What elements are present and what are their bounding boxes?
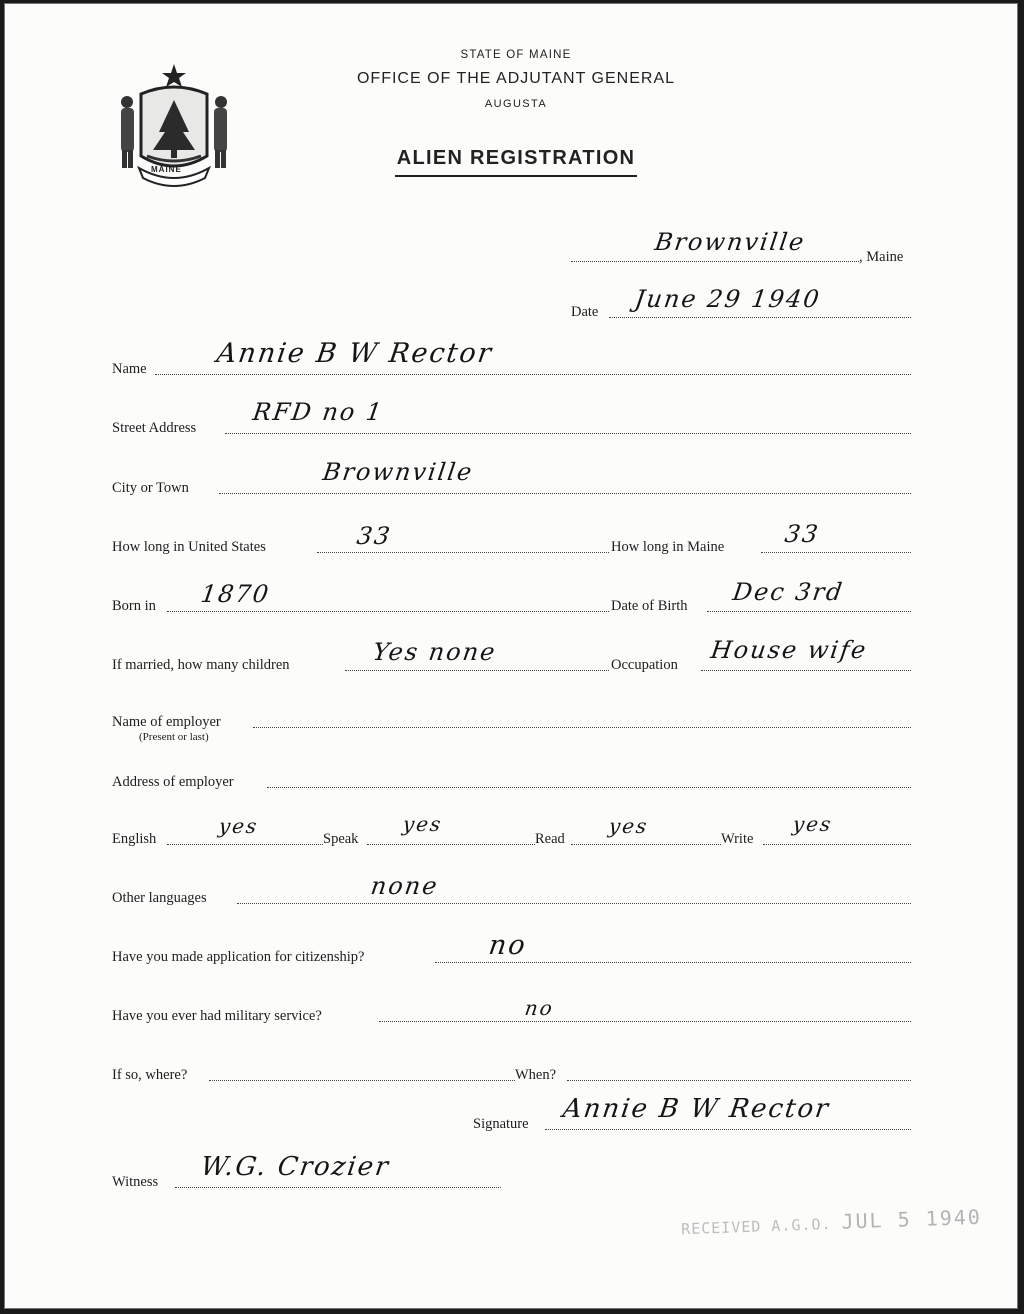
witness-value: W.G. Crozier — [198, 1152, 392, 1182]
street-address-label: Street Address — [112, 420, 197, 436]
other-languages-line — [237, 903, 911, 904]
how-long-us-label: How long in United States — [112, 539, 266, 555]
name-line — [155, 374, 911, 375]
date-of-birth-label: Date of Birth — [611, 598, 688, 614]
english-label: English — [112, 831, 157, 847]
born-in-value: 1870 — [199, 580, 273, 608]
citizenship-value: no — [486, 930, 529, 961]
employer-name-line — [253, 727, 911, 728]
read-value: yes — [607, 814, 651, 838]
married-children-label: If married, how many children — [112, 657, 290, 673]
date-line — [609, 317, 911, 318]
where-line — [209, 1080, 515, 1081]
english-value: yes — [217, 814, 261, 838]
military-label: Have you ever had military service? — [112, 1008, 322, 1024]
form-title — [9, 147, 1023, 170]
married-children-line — [345, 670, 609, 671]
employer-address-label: Address of employer — [112, 774, 234, 790]
when-line — [567, 1080, 911, 1081]
received-stamp — [681, 1205, 983, 1239]
citizenship-label: Have you made application for citizenship? — [112, 949, 365, 965]
born-in-line — [167, 611, 609, 612]
street-address-value: RFD no 1 — [251, 398, 386, 426]
date-of-birth-value: Dec 3rd — [731, 578, 846, 606]
name-value: Annie B W Rector — [214, 338, 495, 369]
place-suffix: , Maine — [859, 249, 904, 265]
date-value: June 29 1940 — [633, 285, 823, 313]
date-label: Date — [571, 304, 599, 320]
military-line — [379, 1021, 911, 1022]
how-long-maine-label: How long in Maine — [611, 539, 725, 555]
state-heading: STATE OF MAINE — [460, 49, 572, 61]
other-languages-value: none — [369, 872, 441, 900]
employer-name-label: Name of employer — [112, 714, 221, 730]
how-long-maine-value: 33 — [783, 520, 822, 548]
where-label: If so, where? — [112, 1067, 188, 1083]
other-languages-label: Other languages — [112, 890, 207, 906]
witness-label: Witness — [112, 1174, 159, 1190]
read-label: Read — [535, 831, 565, 847]
occupation-label: Occupation — [611, 657, 678, 673]
signature-value: Annie B W Rector — [560, 1094, 832, 1124]
city-line — [219, 493, 911, 494]
how-long-us-line — [317, 552, 609, 553]
speak-value: yes — [401, 812, 445, 836]
signature-line — [545, 1129, 911, 1130]
city-heading: AUGUSTA — [484, 98, 548, 110]
occupation-line — [701, 670, 911, 671]
born-in-label: Born in — [112, 598, 156, 614]
place-value: Brownville — [653, 228, 808, 256]
seal-motto: MAINE — [151, 165, 182, 174]
how-long-maine-line — [761, 552, 911, 553]
registration-form-page — [4, 3, 1018, 1309]
place-line — [571, 261, 859, 262]
witness-line — [175, 1187, 501, 1188]
street-address-line — [225, 433, 911, 434]
city-label: City or Town — [112, 480, 189, 496]
office-heading: OFFICE OF THE ADJUTANT GENERAL — [356, 70, 676, 87]
when-label: When? — [515, 1067, 557, 1083]
english-line — [167, 844, 323, 845]
citizenship-line — [435, 962, 911, 963]
received-stamp-text: RECEIVED A.G.O. — [680, 1215, 832, 1239]
signature-label: Signature — [473, 1116, 529, 1132]
military-value: no — [523, 996, 556, 1020]
date-of-birth-line — [707, 611, 911, 612]
speak-label: Speak — [323, 831, 359, 847]
city-value: Brownville — [321, 458, 476, 486]
married-children-value: Yes none — [371, 638, 499, 666]
employer-name-sublabel: (Present or last) — [139, 731, 209, 743]
name-label: Name — [112, 361, 147, 377]
read-line — [571, 844, 721, 845]
write-label: Write — [721, 831, 754, 847]
speak-line — [367, 844, 535, 845]
write-line — [763, 844, 911, 845]
employer-address-line — [267, 787, 911, 788]
how-long-us-value: 33 — [355, 522, 394, 550]
occupation-value: House wife — [709, 636, 870, 664]
write-value: yes — [791, 812, 835, 836]
form-title-text: ALIEN REGISTRATION — [395, 147, 638, 177]
received-stamp-date: JUL 5 1940 — [841, 1204, 983, 1234]
